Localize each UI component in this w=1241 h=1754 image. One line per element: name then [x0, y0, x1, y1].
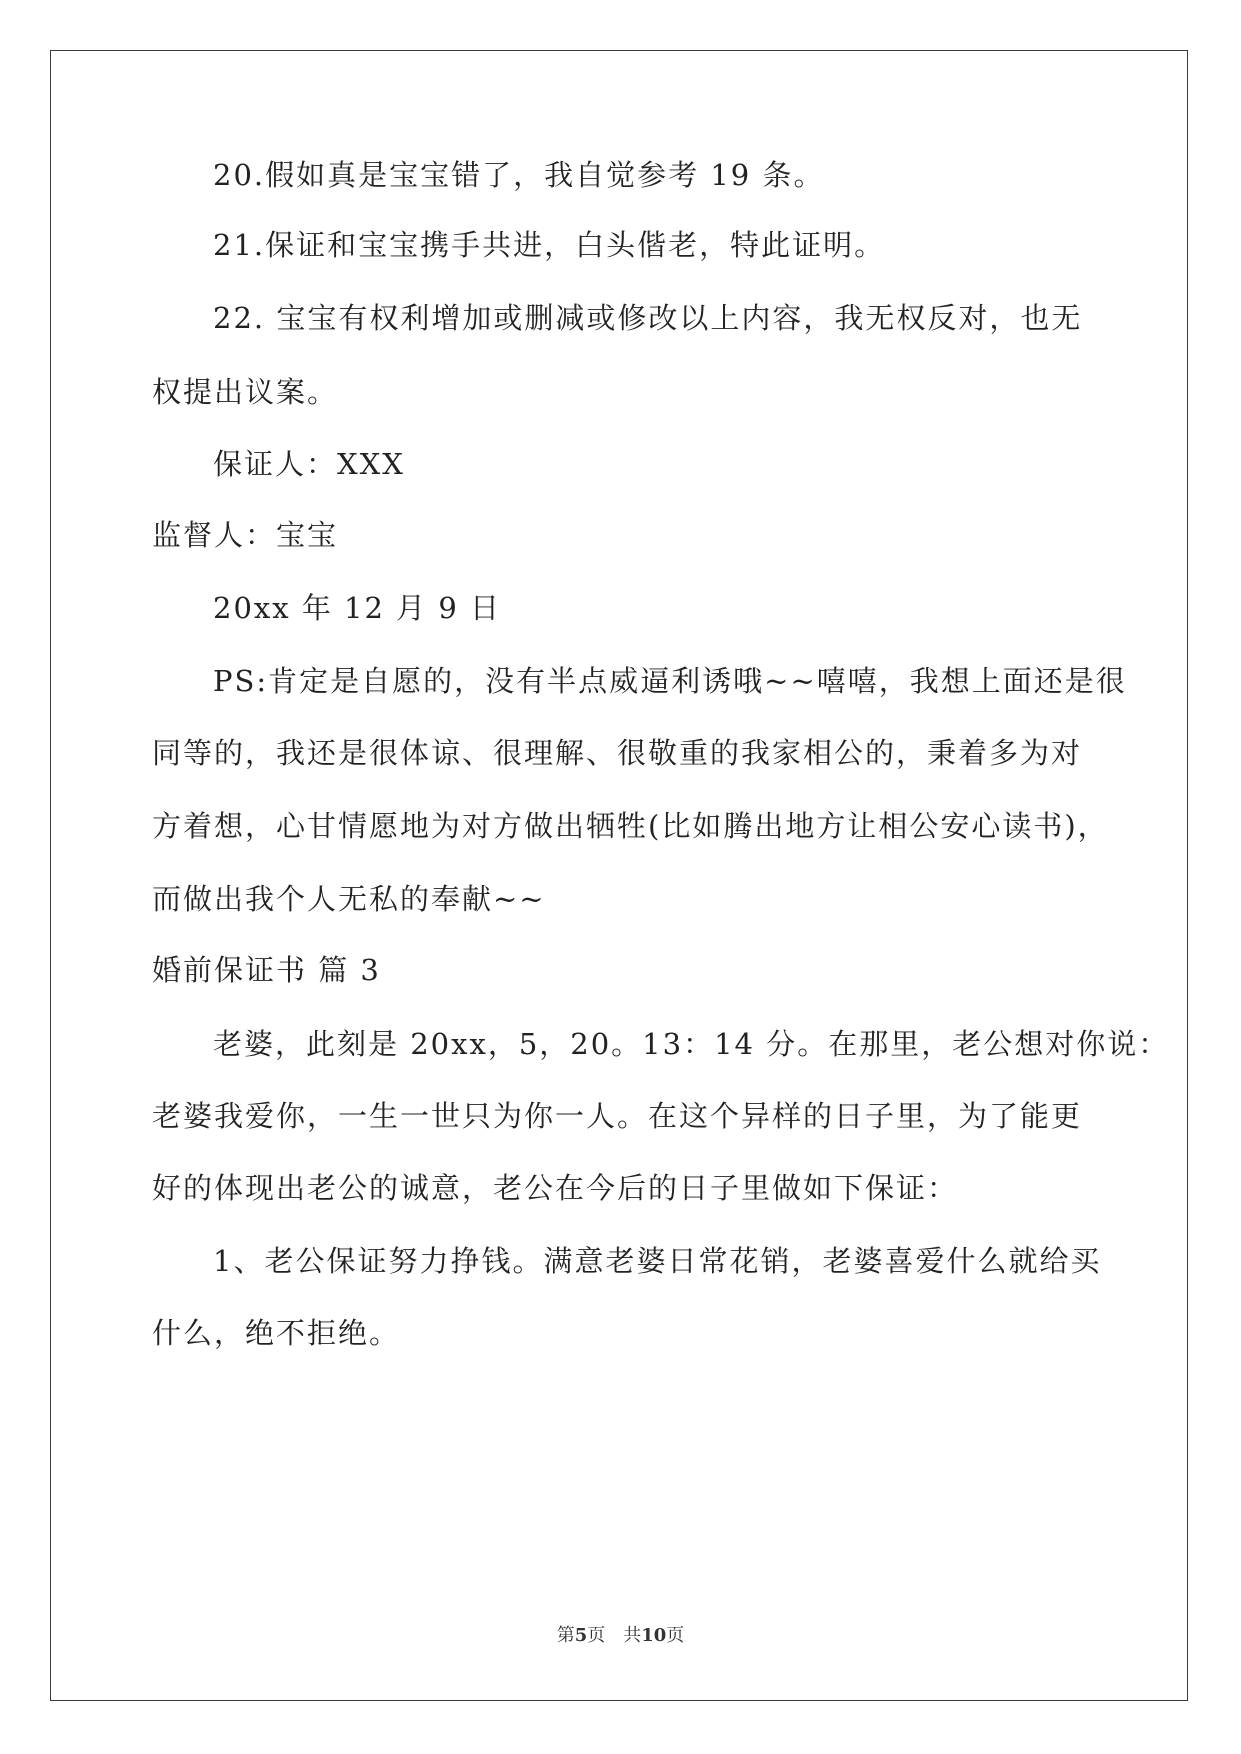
clause-22-line-2: 权提出议案。 [152, 375, 339, 409]
footer-prefix: 第 [556, 1625, 575, 1646]
promise-1-line-2: 什么，绝不拒绝。 [152, 1316, 401, 1350]
promise-1-line-1: 1、老公保证努力挣钱。满意老婆日常花销，老婆喜爱什么就给买 [213, 1244, 1102, 1278]
date-line: 20xx 年 12 月 9 日 [213, 591, 502, 625]
ps-line-2: 同等的，我还是很体谅、很理解、很敬重的我家相公的，秉着多为对 [152, 736, 1083, 770]
page-footer [0, 1621, 1241, 1647]
clause-20: 20.假如真是宝宝错了，我自觉参考 19 条。 [213, 158, 825, 192]
current-page-number: 5 [574, 1625, 588, 1646]
footer-suffix: 页 [666, 1625, 685, 1646]
section-heading: 婚前保证书 篇 3 [152, 953, 381, 987]
total-page-number: 10 [641, 1625, 667, 1646]
letter-line-3: 好的体现出老公的诚意，老公在今后的日子里做如下保证： [152, 1171, 959, 1205]
supervisor-line: 监督人：宝宝 [152, 518, 339, 552]
ps-line-1: PS:肯定是自愿的，没有半点威逼利诱哦~~嘻嘻，我想上面还是很 [213, 664, 1127, 698]
clause-22-line-1: 22. 宝宝有权利增加或删减或修改以上内容，我无权反对，也无 [213, 301, 1083, 335]
guarantor-line: 保证人：XXX [213, 447, 405, 481]
letter-line-2: 老婆我爱你，一生一世只为你一人。在这个异样的日子里，为了能更 [152, 1099, 1083, 1133]
clause-21: 21.保证和宝宝携手共进，白头偕老，特此证明。 [213, 228, 886, 262]
ps-line-4: 而做出我个人无私的奉献~~ [152, 882, 546, 916]
ps-line-3: 方着想，心甘情愿地为对方做出牺牲(比如腾出地方让相公安心读书)， [152, 809, 1109, 843]
letter-line-1: 老婆，此刻是 20xx，5，20。13：14 分。在那里，老公想对你说： [213, 1027, 1170, 1061]
footer-mid: 页 共 [587, 1625, 642, 1646]
